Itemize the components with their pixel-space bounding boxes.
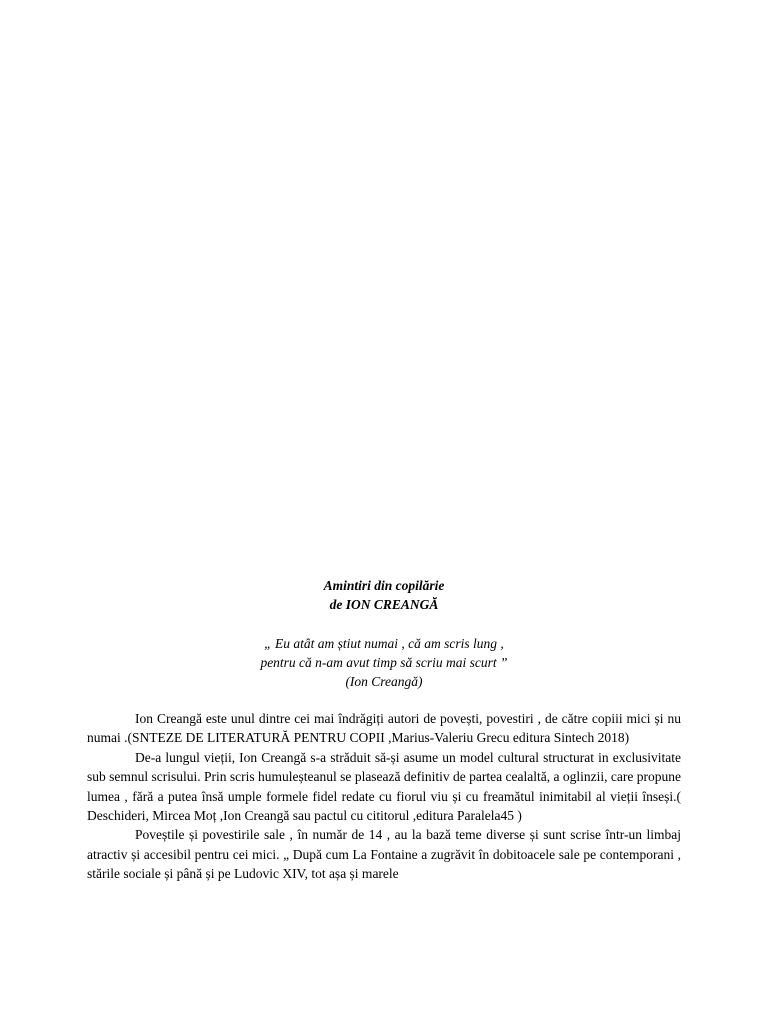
document-title [0, 576, 768, 614]
body-text [87, 709, 681, 884]
paragraph: Poveștile și povestirile sale , în număr de 14 , au la bază teme diverse și sunt scrise într-un limbaj atractiv și accesibil pentru cei mici. „ După cum La Fontaine a zugrăvit în dobitoacele sale pe contemporani , stările sociale și până și pe Ludovic XIV, tot așa și marele [87, 827, 681, 882]
paragraph: Ion Creangă este unul dintre cei mai îndrăgiți autori de povești, povestiri , de către copiii mici și nu numai .(SNTEZE DE LITERATURĂ PENTRU COPII ,Marius-Valeriu Grecu editura Sintech 2018) [87, 711, 681, 746]
paragraph: De-a lungul vieții, Ion Creangă s-a străduit să-și asume un model cultural structurat in exclusivitate sub semnul scrisului. Prin scris humuleșteanul se plasează definitiv de partea cealaltă, a oglinzii, care propune lumea , fără a putea însă umple formele fidel redate cu fiorul viu și cu freamătul inimitabil al vieții înseși.( Deschideri, Mircea Moț ,Ion Creangă sau pactul cu cititorul ,editura Paralela45 ) [87, 749, 681, 824]
author-line: de ION CREANGĂ [329, 597, 439, 612]
epigraph-line: „ Eu atât am știut numai , că am scris lung , [264, 636, 504, 651]
epigraph-line: pentru că n-am avut timp să scriu mai scurt ” [260, 655, 508, 670]
epigraph [0, 634, 768, 691]
epigraph-attribution: (Ion Creangă) [345, 674, 423, 689]
title-line: Amintiri din copilărie [323, 578, 445, 593]
